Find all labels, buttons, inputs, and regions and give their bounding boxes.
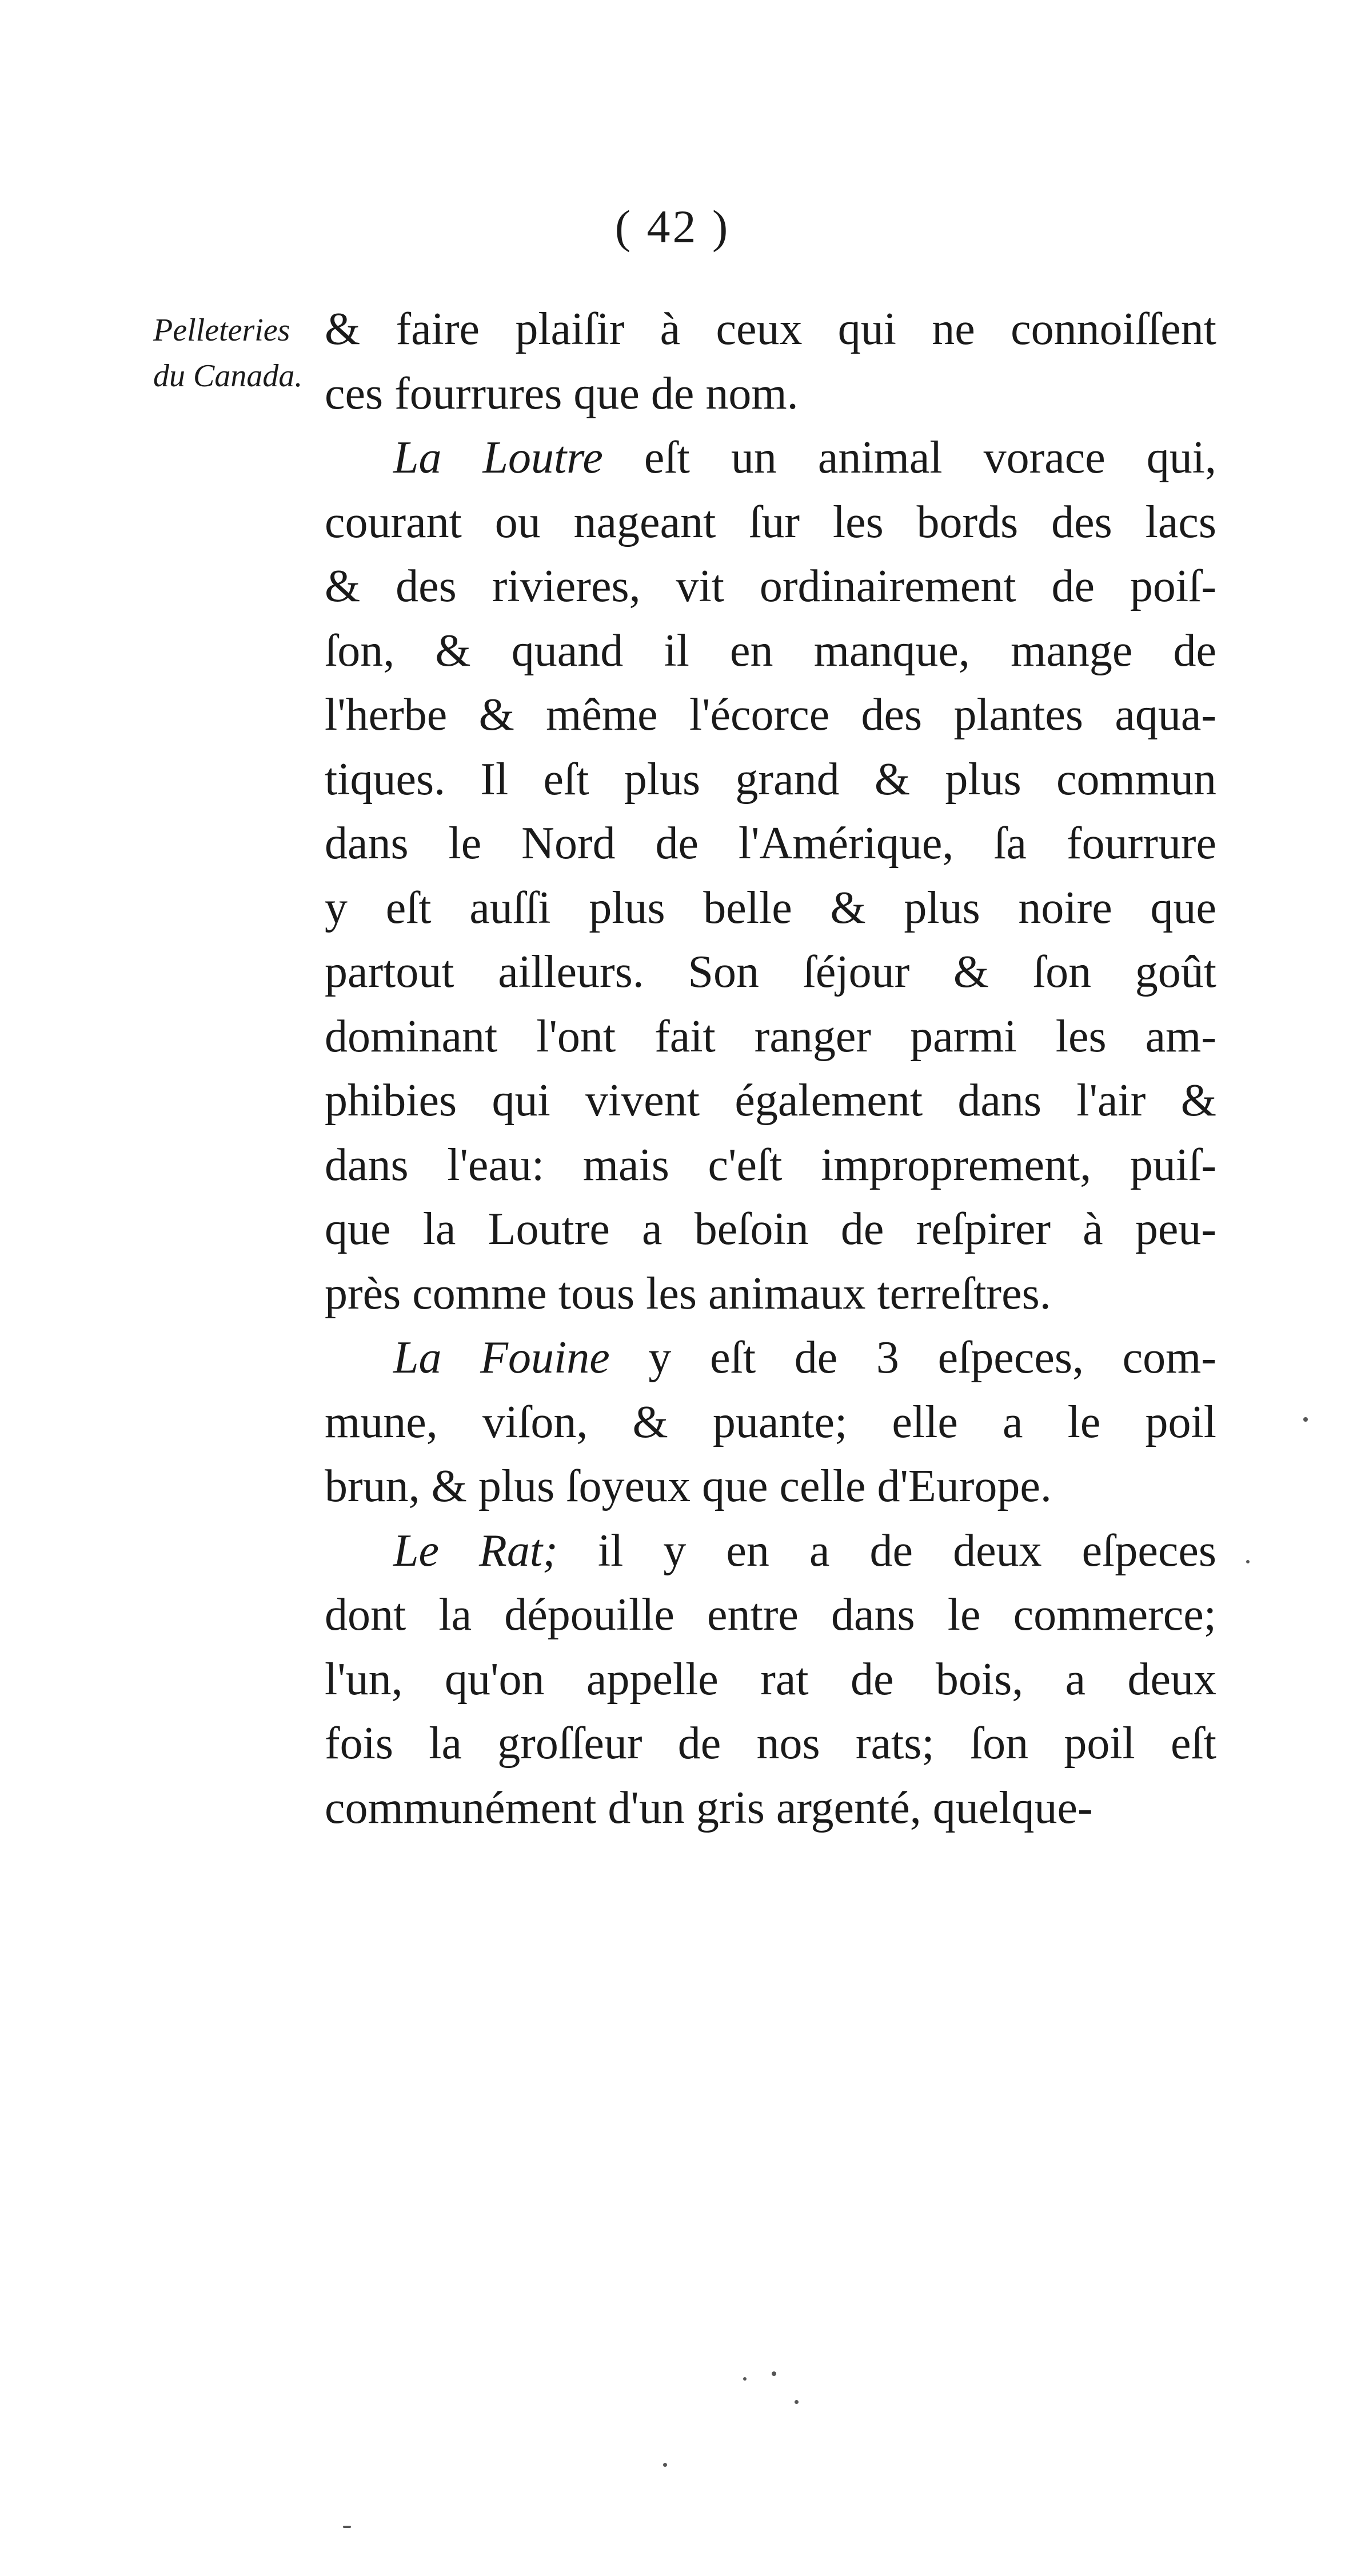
- paper-speck: [795, 2400, 799, 2404]
- line-text: dans le Nord de l'Amérique, ſa fourrure: [325, 818, 1216, 869]
- paper-speck: [343, 2526, 351, 2528]
- line-text: eſt un animal vorace qui,: [602, 433, 1216, 483]
- line-text: courant ou nageant ſur les bords des lacs: [325, 497, 1216, 547]
- line-text: brun, & plus ſoyeux que celle d'Europe.: [325, 1461, 1052, 1511]
- line-text: dont la dépouille entre dans le commerce;: [325, 1590, 1216, 1640]
- line-text: dominant l'ont fait ranger parmi les am-: [325, 1011, 1216, 1062]
- text-line: [325, 811, 1216, 876]
- body-text: [325, 297, 1216, 1840]
- line-text: partout ailleurs. Son ſéjour & ſon goût: [325, 947, 1216, 997]
- text-line: [325, 426, 1216, 490]
- text-line: [325, 1711, 1216, 1776]
- paper-speck: [1246, 1560, 1250, 1563]
- text-line: [325, 1326, 1216, 1390]
- italic-term: La Loutre: [393, 433, 603, 483]
- text-line: [325, 683, 1216, 747]
- line-text: fois la groſſeur de nos rats; ſon poil eſt: [325, 1718, 1216, 1769]
- text-line: [325, 490, 1216, 555]
- paper-speck: [663, 2463, 667, 2467]
- text-line: [325, 1583, 1216, 1647]
- text-line: [325, 876, 1216, 941]
- line-text: l'herbe & même l'écorce des plantes aqua-: [325, 690, 1216, 740]
- text-line: [325, 619, 1216, 683]
- text-line: [325, 1776, 1216, 1841]
- margin-note-line: du Canada.: [153, 358, 303, 394]
- line-text: & faire plaiſir à ceux qui ne connoiſſent: [325, 304, 1216, 354]
- paper-speck: [743, 2377, 747, 2381]
- text-line: [325, 362, 1216, 426]
- line-text: phibies qui vivent également dans l'air &: [325, 1075, 1216, 1126]
- line-text: tiques. Il eſt plus grand & plus commun: [325, 754, 1216, 805]
- text-line: [325, 297, 1216, 362]
- line-text: l'un, qu'on appelle rat de bois, a deux: [325, 1654, 1216, 1705]
- text-line: [325, 940, 1216, 1005]
- text-line: [325, 747, 1216, 812]
- text-line: [325, 1069, 1216, 1133]
- text-line: [325, 1262, 1216, 1326]
- italic-term: Le Rat;: [393, 1525, 558, 1576]
- line-text: mune, viſon, & puante; elle a le poil: [325, 1397, 1216, 1447]
- line-text: que la Loutre a beſoin de reſpirer à peu-: [325, 1204, 1216, 1254]
- text-line: [325, 1390, 1216, 1455]
- margin-note: [153, 307, 319, 399]
- line-text: ſon, & quand il en manque, mange de: [325, 625, 1216, 676]
- line-text: & des rivieres, vit ordinairement de poiſ-: [325, 561, 1216, 611]
- italic-term: La Fouine: [393, 1333, 610, 1383]
- text-line: [325, 1519, 1216, 1583]
- text-line: [325, 1197, 1216, 1262]
- text-line: [325, 1133, 1216, 1198]
- line-text: ces fourrures que de nom.: [325, 368, 799, 419]
- line-text: il y en a de deux eſpeces: [557, 1525, 1216, 1576]
- paper-speck: [772, 2371, 776, 2376]
- text-line: [325, 1005, 1216, 1069]
- margin-note-line: Pelleteries: [153, 313, 290, 348]
- line-text: près comme tous les animaux terreſtres.: [325, 1268, 1051, 1319]
- line-text: y eſt auſſi plus belle & plus noire que: [325, 882, 1216, 933]
- paper-speck: [1303, 1417, 1308, 1422]
- text-line: [325, 1454, 1216, 1519]
- page-number: ( 42 ): [614, 201, 731, 253]
- text-line: [325, 554, 1216, 619]
- line-text: dans l'eau: mais c'eſt improprement, puiſ-: [325, 1139, 1216, 1190]
- line-text: communément d'un gris argenté, quelque-: [325, 1782, 1093, 1833]
- line-text: y eſt de 3 eſpeces, com-: [609, 1333, 1216, 1383]
- text-line: [325, 1647, 1216, 1712]
